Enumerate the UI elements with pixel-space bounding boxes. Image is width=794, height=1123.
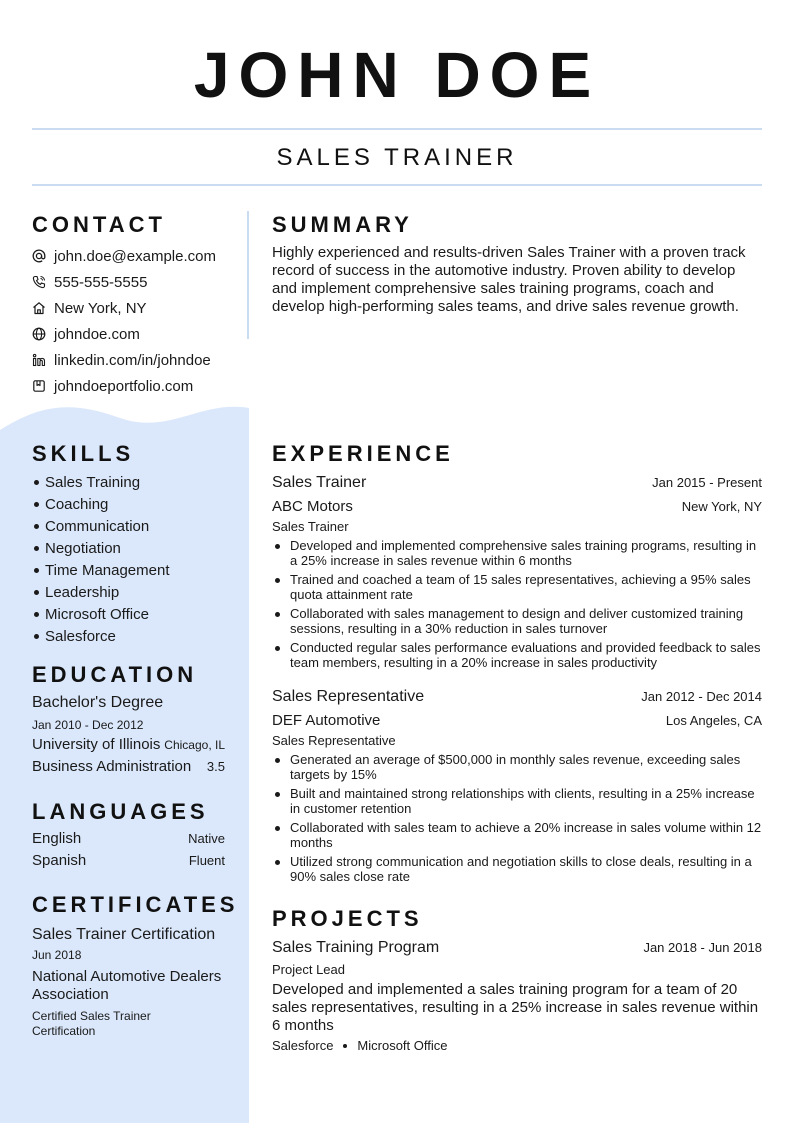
education-degree: Bachelor's Degree <box>32 694 164 711</box>
contact-linkedin[interactable] <box>32 347 216 373</box>
linkedin-icon <box>32 353 46 367</box>
contact-linkedin-text: linkedin.com/in/johndoe <box>54 351 211 369</box>
bullet-icon <box>343 1044 347 1048</box>
portfolio-icon <box>32 379 46 393</box>
job-bullets <box>272 752 762 884</box>
bullet-icon <box>34 480 39 485</box>
education-dates: Jan 2010 - Dec 2012 <box>32 718 144 732</box>
contact-email-text: john.doe@example.com <box>54 247 216 265</box>
globe-icon <box>32 327 46 341</box>
education-school: University of Illinois <box>32 736 161 753</box>
list-item: Salesforce <box>32 625 170 647</box>
experience-entry-2 <box>272 688 762 888</box>
list-item: Conducted regular sales performance evaluations and provided feedback to sales team members, resulting in a 20% increase in sales productivity <box>272 640 762 670</box>
education-field: Business Administration <box>32 758 192 775</box>
list-item: Coaching <box>32 493 170 515</box>
list-item <box>32 830 225 852</box>
contact-location-text: New York, NY <box>54 299 147 317</box>
summary-heading: SUMMARY <box>272 212 413 237</box>
list-item: Collaborated with sales management to design and deliver customized training sessions, resulting in a 30% reduction in sales turnover <box>272 606 762 636</box>
list-item: Developed and implemented comprehensive sales training programs, resulting in a 25% increase in sales revenue within 6 months <box>272 538 762 568</box>
bullet-icon <box>34 546 39 551</box>
project-name: Sales Training Program <box>272 939 440 956</box>
list-item: Trained and coached a team of 15 sales representatives, achieving a 95% sales quota attainment rate <box>272 572 762 602</box>
job-role: Sales Representative <box>272 688 425 705</box>
project-role: Project Lead <box>272 962 345 977</box>
language-level: Fluent <box>188 853 225 868</box>
education-entry <box>32 694 225 780</box>
job-role: Sales Trainer <box>272 474 367 491</box>
project-tools <box>272 1038 762 1053</box>
list-item: Microsoft Office <box>32 603 170 625</box>
home-icon <box>32 301 46 315</box>
job-location: Los Angeles, CA <box>665 713 762 728</box>
header-top-rule <box>32 128 762 130</box>
phone-icon <box>32 275 46 289</box>
skills-heading: SKILLS <box>32 441 135 466</box>
project-description: Developed and implemented a sales training program for a team of 20 sales representatives, resulting in a 25% increase in sales revenue within 6 months <box>272 981 759 1034</box>
list-item: Collaborated with sales team to achieve a 20% increase in sales volume within 12 months <box>272 820 762 850</box>
column-divider <box>247 211 249 339</box>
summary-text: Highly experienced and results-driven Sales Trainer with a proven track record of success in the automotive industry. Proven ability to develop and implement comprehensive sales training programs, coach and develop high-performing sales teams, and drive sales revenue growth. <box>272 244 746 315</box>
language-level: Native <box>188 831 225 846</box>
contact-phone-text: 555-555-5555 <box>54 273 148 291</box>
languages-list <box>32 830 225 874</box>
certificate-description: Certified Sales Trainer Certification <box>32 1009 151 1038</box>
bullet-icon <box>34 568 39 573</box>
list-item: Negotiation <box>32 537 170 559</box>
job-subtitle: Sales Representative <box>272 733 396 748</box>
list-item: Communication <box>32 515 170 537</box>
projects-heading: PROJECTS <box>272 906 423 931</box>
header-bottom-rule <box>32 184 762 186</box>
experience-heading: EXPERIENCE <box>272 441 454 466</box>
contact-email[interactable] <box>32 243 216 269</box>
language-name: Spanish <box>32 852 87 869</box>
contact-list <box>32 243 216 399</box>
bullet-icon <box>34 590 39 595</box>
resume-name: JOHN DOE <box>193 39 601 111</box>
education-heading: EDUCATION <box>32 662 198 687</box>
list-item: Time Management <box>32 559 170 581</box>
list-item: Sales Training <box>32 471 170 493</box>
job-bullets <box>272 538 762 670</box>
contact-portfolio-text: johndoeportfolio.com <box>54 377 194 395</box>
at-icon <box>32 249 46 263</box>
job-dates: Jan 2015 - Present <box>652 475 762 490</box>
certificate-name: Sales Trainer Certification <box>32 926 216 943</box>
contact-heading: CONTACT <box>32 212 166 237</box>
skills-list <box>32 471 170 647</box>
certificate-issuer: National Automotive Dealers Association <box>32 968 222 1003</box>
education-gpa: 3.5 <box>206 759 225 774</box>
certificates-heading: CERTIFICATES <box>32 892 239 917</box>
bullet-icon <box>34 612 39 617</box>
certificate-entry <box>32 924 232 1039</box>
job-company: ABC Motors <box>272 498 353 515</box>
project-tool: Salesforce <box>272 1038 334 1053</box>
list-item: Generated an average of $500,000 in monthly sales revenue, exceeding sales targets by 15% <box>272 752 762 782</box>
contact-website[interactable] <box>32 321 216 347</box>
contact-phone[interactable] <box>32 269 216 295</box>
bullet-icon <box>34 502 39 507</box>
resume-title: SALES TRAINER <box>276 144 518 171</box>
list-item: Built and maintained strong relationships with clients, resulting in a 25% increase in customer retention <box>272 786 762 816</box>
list-item: Leadership <box>32 581 170 603</box>
language-name: English <box>32 830 82 847</box>
list-item: Utilized strong communication and negotiation skills to close deals, resulting in a 90% sales close rate <box>272 854 762 884</box>
education-location: Chicago, IL <box>164 738 225 752</box>
contact-portfolio[interactable] <box>32 373 216 399</box>
bullet-icon <box>34 634 39 639</box>
certificate-date: Jun 2018 <box>32 948 82 962</box>
job-dates: Jan 2012 - Dec 2014 <box>641 689 762 704</box>
job-company: DEF Automotive <box>272 712 381 729</box>
languages-heading: LANGUAGES <box>32 799 209 824</box>
experience-entry-1 <box>272 474 762 674</box>
bullet-icon <box>34 524 39 529</box>
project-dates: Jan 2018 - Jun 2018 <box>643 940 762 955</box>
job-subtitle: Sales Trainer <box>272 519 349 534</box>
contact-location <box>32 295 216 321</box>
project-entry <box>272 939 762 1053</box>
list-item <box>32 852 225 874</box>
contact-website-text: johndoe.com <box>54 325 140 343</box>
job-location: New York, NY <box>681 499 762 514</box>
project-tool: Microsoft Office <box>357 1038 448 1053</box>
